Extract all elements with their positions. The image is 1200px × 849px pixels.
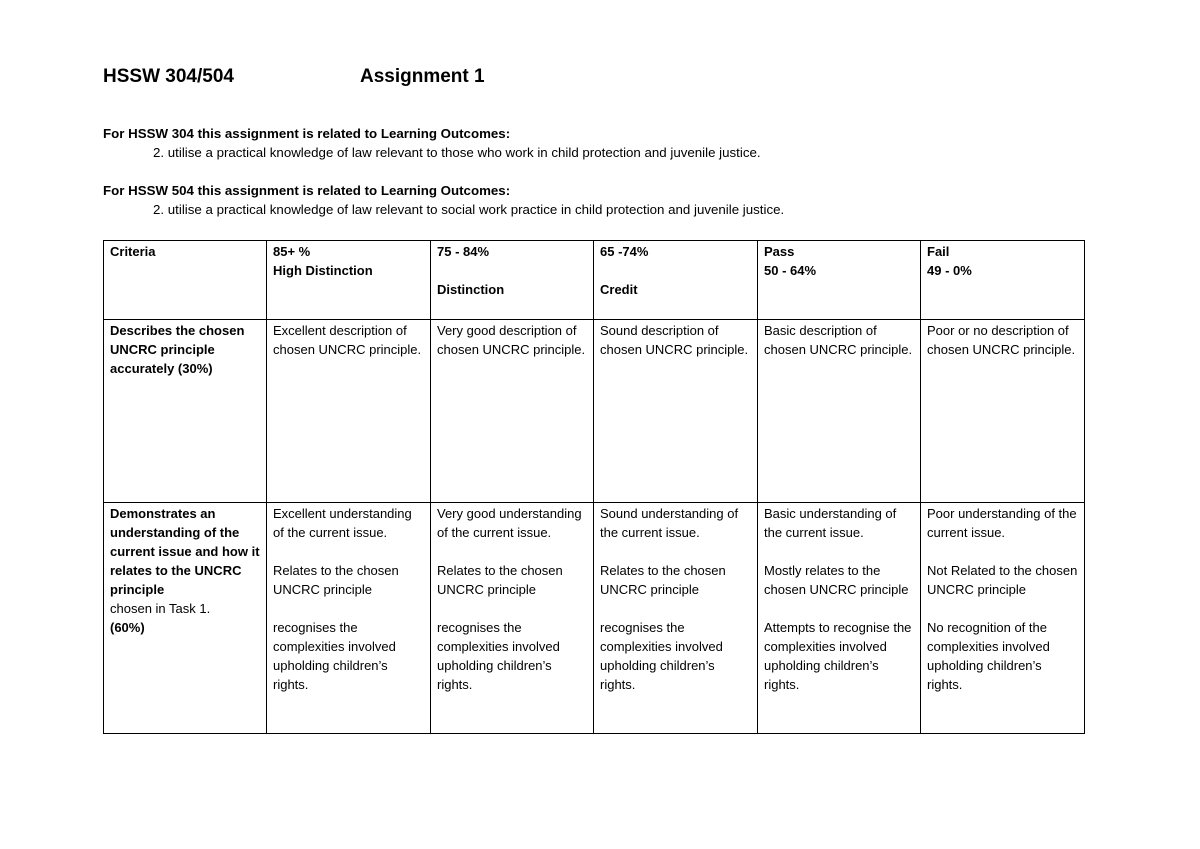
lo-heading-504: For HSSW 504 this assignment is related to Learning Outcomes: — [103, 183, 511, 198]
cell-f-description: Poor or no description of chosen UNCRC principle. — [921, 320, 1085, 503]
header-credit: 65 -74% Credit — [594, 241, 758, 320]
cell-d-understanding: Very good understanding of the current issue. Relates to the chosen UNCRC principle recognises the complexities involved upholding children’s rights. — [431, 503, 594, 734]
criterion-understanding: Demonstrates an understanding of the current issue and how it relates to the UNCRC principle chosen in Task 1. (60%) — [104, 503, 267, 734]
header-distinction: 75 - 84% Distinction — [431, 241, 594, 320]
cell-c-description: Sound description of chosen UNCRC principle. — [594, 320, 758, 503]
header-fail: Fail 49 - 0% — [921, 241, 1085, 320]
assignment-title: Assignment 1 — [360, 66, 485, 87]
cell-hd-description: Excellent description of chosen UNCRC principle. — [267, 320, 431, 503]
cell-d-description: Very good description of chosen UNCRC principle. — [431, 320, 594, 503]
marking-rubric-table — [103, 240, 1085, 734]
rubric-row-description — [104, 320, 1085, 503]
course-code: HSSW 304/504 — [103, 66, 234, 87]
cell-c-understanding: Sound understanding of the current issue. Relates to the chosen UNCRC principle recognises the complexities involved upholding children’s rights. — [594, 503, 758, 734]
cell-p-understanding: Basic understanding of the current issue. Mostly relates to the chosen UNCRC principle Attempts to recognise the complexities involved upholding children’s rights. — [758, 503, 921, 734]
header-high-distinction: 85+ % High Distinction — [267, 241, 431, 320]
lo-item-304: 2. utilise a practical knowledge of law relevant to those who work in child protection and juvenile justice. — [153, 145, 761, 160]
lo-item-504: 2. utilise a practical knowledge of law relevant to social work practice in child protection and juvenile justice. — [153, 202, 785, 217]
lo-heading-304: For HSSW 304 this assignment is related to Learning Outcomes: — [103, 126, 511, 141]
cell-p-description: Basic description of chosen UNCRC principle. — [758, 320, 921, 503]
cell-f-understanding: Poor understanding of the current issue. Not Related to the chosen UNCRC principle No recognition of the complexities involved upholding children’s rights. — [921, 503, 1085, 734]
criterion-description: Describes the chosen UNCRC principle accurately (30%) — [104, 320, 267, 503]
rubric-row-understanding — [104, 503, 1085, 734]
header-pass: Pass 50 - 64% — [758, 241, 921, 320]
header-criteria: Criteria — [104, 241, 267, 320]
cell-hd-understanding: Excellent understanding of the current issue. Relates to the chosen UNCRC principle recognises the complexities involved upholding children’s rights. — [267, 503, 431, 734]
rubric-header-row — [104, 241, 1085, 320]
